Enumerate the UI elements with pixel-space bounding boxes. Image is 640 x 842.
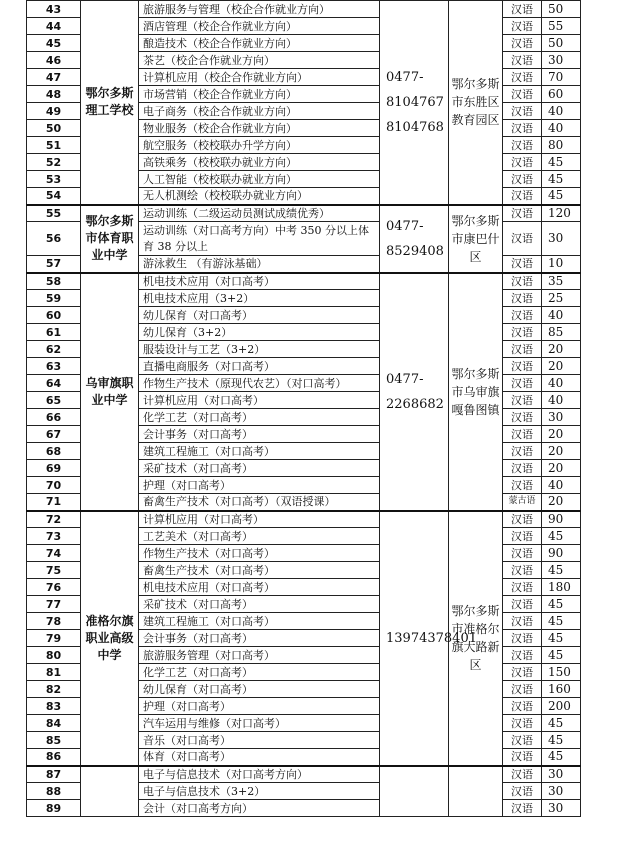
school-address: 鄂尔多斯市乌审旗嘎鲁图镇 — [449, 273, 503, 511]
major-name: 无人机测绘（校校联办就业方向） — [139, 188, 380, 205]
teaching-language: 汉语 — [503, 375, 542, 392]
table-row — [27, 205, 620, 222]
major-name: 市场营销（校企合作就业方向） — [139, 86, 380, 103]
enrollment-quota: 40 — [542, 103, 581, 120]
major-name: 服装设计与工艺（3+2） — [139, 341, 380, 358]
teaching-language: 汉语 — [503, 222, 542, 256]
contact-phone: 0477-8104767 8104768 — [380, 1, 449, 205]
row-number: 75 — [27, 562, 81, 579]
row-number: 81 — [27, 664, 81, 681]
row-number: 74 — [27, 545, 81, 562]
row-number: 48 — [27, 86, 81, 103]
enrollment-quota: 20 — [542, 358, 581, 375]
enrollment-quota: 50 — [542, 35, 581, 52]
table-row — [27, 511, 620, 528]
enrollment-quota: 45 — [542, 562, 581, 579]
major-name: 畜禽生产技术（对口高考） — [139, 562, 380, 579]
row-number: 77 — [27, 596, 81, 613]
teaching-language: 汉语 — [503, 443, 542, 460]
major-name: 护理（对口高考） — [139, 698, 380, 715]
row-number: 78 — [27, 613, 81, 630]
school-name — [81, 766, 139, 817]
row-number: 52 — [27, 154, 81, 171]
teaching-language: 汉语 — [503, 154, 542, 171]
major-name: 高铁乘务（校校联办就业方向） — [139, 154, 380, 171]
teaching-language: 汉语 — [503, 698, 542, 715]
enrollment-quota: 45 — [542, 596, 581, 613]
major-name: 计算机应用（校企合作就业方向） — [139, 69, 380, 86]
teaching-language: 蒙古语 — [503, 494, 542, 511]
enrollment-quota: 20 — [542, 341, 581, 358]
enrollment-quota: 40 — [542, 120, 581, 137]
teaching-language: 汉语 — [503, 188, 542, 205]
row-number: 63 — [27, 358, 81, 375]
enrollment-quota: 120 — [542, 205, 581, 222]
row-number: 45 — [27, 35, 81, 52]
enrollment-quota: 40 — [542, 477, 581, 494]
enrollment-quota: 10 — [542, 256, 581, 273]
row-number: 70 — [27, 477, 81, 494]
school-name: 准格尔旗职业高级中学 — [81, 511, 139, 766]
row-number: 46 — [27, 52, 81, 69]
teaching-language: 汉语 — [503, 341, 542, 358]
enrollment-table — [26, 0, 620, 817]
school-address — [449, 766, 503, 817]
teaching-language: 汉语 — [503, 477, 542, 494]
row-number: 89 — [27, 800, 81, 817]
row-number: 61 — [27, 324, 81, 341]
enrollment-quota: 45 — [542, 647, 581, 664]
enrollment-quota: 85 — [542, 324, 581, 341]
major-name: 工艺美术（对口高考） — [139, 528, 380, 545]
enrollment-quota: 40 — [542, 375, 581, 392]
enrollment-quota: 45 — [542, 630, 581, 647]
major-name: 采矿技术（对口高考） — [139, 460, 380, 477]
teaching-language: 汉语 — [503, 800, 542, 817]
major-name: 物业服务（校企合作就业方向） — [139, 120, 380, 137]
row-number: 43 — [27, 1, 81, 18]
teaching-language: 汉语 — [503, 69, 542, 86]
teaching-language: 汉语 — [503, 392, 542, 409]
row-number: 60 — [27, 307, 81, 324]
major-name: 人工智能（校校联办就业方向） — [139, 171, 380, 188]
teaching-language: 汉语 — [503, 562, 542, 579]
major-name: 电子与信息技术（对口高考方向） — [139, 766, 380, 783]
teaching-language: 汉语 — [503, 664, 542, 681]
teaching-language: 汉语 — [503, 120, 542, 137]
teaching-language: 汉语 — [503, 783, 542, 800]
row-number: 80 — [27, 647, 81, 664]
major-name: 化学工艺（对口高考） — [139, 409, 380, 426]
major-name: 计算机应用（对口高考） — [139, 511, 380, 528]
major-name: 直播电商服务（对口高考） — [139, 358, 380, 375]
school-address: 鄂尔多斯市康巴什区 — [449, 205, 503, 273]
enrollment-quota: 30 — [542, 222, 581, 256]
teaching-language: 汉语 — [503, 18, 542, 35]
teaching-language: 汉语 — [503, 273, 542, 290]
row-number: 50 — [27, 120, 81, 137]
row-number: 84 — [27, 715, 81, 732]
table-body — [27, 1, 620, 817]
row-number: 62 — [27, 341, 81, 358]
teaching-language: 汉语 — [503, 426, 542, 443]
enrollment-quota: 50 — [542, 1, 581, 18]
row-number: 82 — [27, 681, 81, 698]
enrollment-quota: 45 — [542, 732, 581, 749]
enrollment-quota: 160 — [542, 681, 581, 698]
teaching-language: 汉语 — [503, 52, 542, 69]
major-name: 汽车运用与维修（对口高考） — [139, 715, 380, 732]
major-name: 机电技术应用（对口高考） — [139, 273, 380, 290]
row-number: 49 — [27, 103, 81, 120]
major-name: 音乐（对口高考） — [139, 732, 380, 749]
teaching-language: 汉语 — [503, 86, 542, 103]
row-number: 56 — [27, 222, 81, 256]
major-name: 游泳救生 （有游泳基础） — [139, 256, 380, 273]
teaching-language: 汉语 — [503, 171, 542, 188]
major-name: 会计事务（对口高考） — [139, 630, 380, 647]
enrollment-quota: 45 — [542, 528, 581, 545]
teaching-language: 汉语 — [503, 137, 542, 154]
major-name: 作物生产技术（对口高考） — [139, 545, 380, 562]
enrollment-quota: 20 — [542, 494, 581, 511]
major-name: 幼儿保育（3+2） — [139, 324, 380, 341]
enrollment-quota: 80 — [542, 137, 581, 154]
major-name: 建筑工程施工（对口高考） — [139, 613, 380, 630]
teaching-language: 汉语 — [503, 766, 542, 783]
major-name: 电子商务（校企合作就业方向） — [139, 103, 380, 120]
teaching-language: 汉语 — [503, 647, 542, 664]
table-row — [27, 273, 620, 290]
enrollment-quota: 45 — [542, 154, 581, 171]
teaching-language: 汉语 — [503, 681, 542, 698]
row-number: 83 — [27, 698, 81, 715]
enrollment-quota: 45 — [542, 715, 581, 732]
enrollment-quota: 200 — [542, 698, 581, 715]
table-row — [27, 766, 620, 783]
row-number: 87 — [27, 766, 81, 783]
contact-phone: 0477-2268682 — [380, 273, 449, 511]
major-name: 畜禽生产技术（对口高考）（双语授课） — [139, 494, 380, 511]
row-number: 72 — [27, 511, 81, 528]
teaching-language: 汉语 — [503, 358, 542, 375]
school-name: 鄂尔多斯市体育职业中学 — [81, 205, 139, 273]
enrollment-quota: 45 — [542, 171, 581, 188]
row-number: 64 — [27, 375, 81, 392]
major-name: 幼儿保育（对口高考） — [139, 681, 380, 698]
enrollment-quota: 30 — [542, 409, 581, 426]
row-number: 71 — [27, 494, 81, 511]
row-number: 54 — [27, 188, 81, 205]
row-number: 55 — [27, 205, 81, 222]
enrollment-quota: 45 — [542, 749, 581, 766]
row-number: 66 — [27, 409, 81, 426]
teaching-language: 汉语 — [503, 460, 542, 477]
enrollment-quota: 35 — [542, 273, 581, 290]
major-name: 运动训练（二级运动员测试成绩优秀） — [139, 205, 380, 222]
teaching-language: 汉语 — [503, 35, 542, 52]
major-name: 机电技术应用（3+2） — [139, 290, 380, 307]
teaching-language: 汉语 — [503, 749, 542, 766]
row-number: 57 — [27, 256, 81, 273]
teaching-language: 汉语 — [503, 290, 542, 307]
major-name: 化学工艺（对口高考） — [139, 664, 380, 681]
enrollment-quota: 180 — [542, 579, 581, 596]
row-number: 69 — [27, 460, 81, 477]
row-number: 47 — [27, 69, 81, 86]
major-name: 旅游服务与管理（校企合作就业方向） — [139, 1, 380, 18]
row-number: 51 — [27, 137, 81, 154]
enrollment-quota: 90 — [542, 545, 581, 562]
row-number: 73 — [27, 528, 81, 545]
enrollment-quota: 40 — [542, 392, 581, 409]
major-name: 电子与信息技术（3+2） — [139, 783, 380, 800]
enrollment-quota: 45 — [542, 188, 581, 205]
table-row — [27, 1, 620, 18]
major-name: 航空服务（校校联办升学方向） — [139, 137, 380, 154]
teaching-language: 汉语 — [503, 409, 542, 426]
major-name: 茶艺（校企合作就业方向） — [139, 52, 380, 69]
teaching-language: 汉语 — [503, 205, 542, 222]
row-number: 44 — [27, 18, 81, 35]
teaching-language: 汉语 — [503, 511, 542, 528]
row-number: 86 — [27, 749, 81, 766]
major-name: 计算机应用（对口高考） — [139, 392, 380, 409]
major-name: 运动训练（对口高考方向）中考 350 分以上体育 38 分以上 — [139, 222, 380, 256]
school-name: 乌审旗职业中学 — [81, 273, 139, 511]
row-number: 76 — [27, 579, 81, 596]
teaching-language: 汉语 — [503, 528, 542, 545]
teaching-language: 汉语 — [503, 324, 542, 341]
row-number: 67 — [27, 426, 81, 443]
enrollment-quota: 30 — [542, 766, 581, 783]
teaching-language: 汉语 — [503, 613, 542, 630]
teaching-language: 汉语 — [503, 545, 542, 562]
row-number: 88 — [27, 783, 81, 800]
major-name: 机电技术应用（对口高考） — [139, 579, 380, 596]
row-number: 65 — [27, 392, 81, 409]
contact-phone: 0477-8529408 — [380, 205, 449, 273]
teaching-language: 汉语 — [503, 307, 542, 324]
major-name: 幼儿保育（对口高考） — [139, 307, 380, 324]
enrollment-quota: 20 — [542, 443, 581, 460]
teaching-language: 汉语 — [503, 596, 542, 613]
enrollment-quota: 70 — [542, 69, 581, 86]
major-name: 会计事务（对口高考） — [139, 426, 380, 443]
major-name: 酒店管理（校企合作就业方向） — [139, 18, 380, 35]
teaching-language: 汉语 — [503, 1, 542, 18]
row-number: 59 — [27, 290, 81, 307]
enrollment-quota: 20 — [542, 460, 581, 477]
enrollment-quota: 90 — [542, 511, 581, 528]
major-name: 体育（对口高考） — [139, 749, 380, 766]
school-address: 鄂尔多斯市准格尔旗大路新区 — [449, 511, 503, 766]
enrollment-quota: 25 — [542, 290, 581, 307]
contact-phone: 13974378401 — [380, 511, 449, 766]
school-address: 鄂尔多斯市东胜区教育园区 — [449, 1, 503, 205]
enrollment-quota: 40 — [542, 307, 581, 324]
teaching-language: 汉语 — [503, 103, 542, 120]
school-name: 鄂尔多斯理工学校 — [81, 1, 139, 205]
enrollment-quota: 30 — [542, 52, 581, 69]
row-number: 68 — [27, 443, 81, 460]
enrollment-quota: 30 — [542, 783, 581, 800]
row-number: 79 — [27, 630, 81, 647]
contact-phone — [380, 766, 449, 817]
major-name: 建筑工程施工（对口高考） — [139, 443, 380, 460]
enrollment-quota: 55 — [542, 18, 581, 35]
enrollment-quota: 60 — [542, 86, 581, 103]
major-name: 作物生产技术（原现代农艺）（对口高考） — [139, 375, 380, 392]
enrollment-quota: 150 — [542, 664, 581, 681]
enrollment-quota: 30 — [542, 800, 581, 817]
major-name: 会计（对口高考方向） — [139, 800, 380, 817]
row-number: 58 — [27, 273, 81, 290]
enrollment-quota: 45 — [542, 613, 581, 630]
row-number: 53 — [27, 171, 81, 188]
teaching-language: 汉语 — [503, 630, 542, 647]
enrollment-quota: 20 — [542, 426, 581, 443]
teaching-language: 汉语 — [503, 256, 542, 273]
teaching-language: 汉语 — [503, 732, 542, 749]
major-name: 旅游服务管理（对口高考） — [139, 647, 380, 664]
teaching-language: 汉语 — [503, 715, 542, 732]
major-name: 护理（对口高考） — [139, 477, 380, 494]
row-number: 85 — [27, 732, 81, 749]
major-name: 酿造技术（校企合作就业方向） — [139, 35, 380, 52]
major-name: 采矿技术（对口高考） — [139, 596, 380, 613]
teaching-language: 汉语 — [503, 579, 542, 596]
